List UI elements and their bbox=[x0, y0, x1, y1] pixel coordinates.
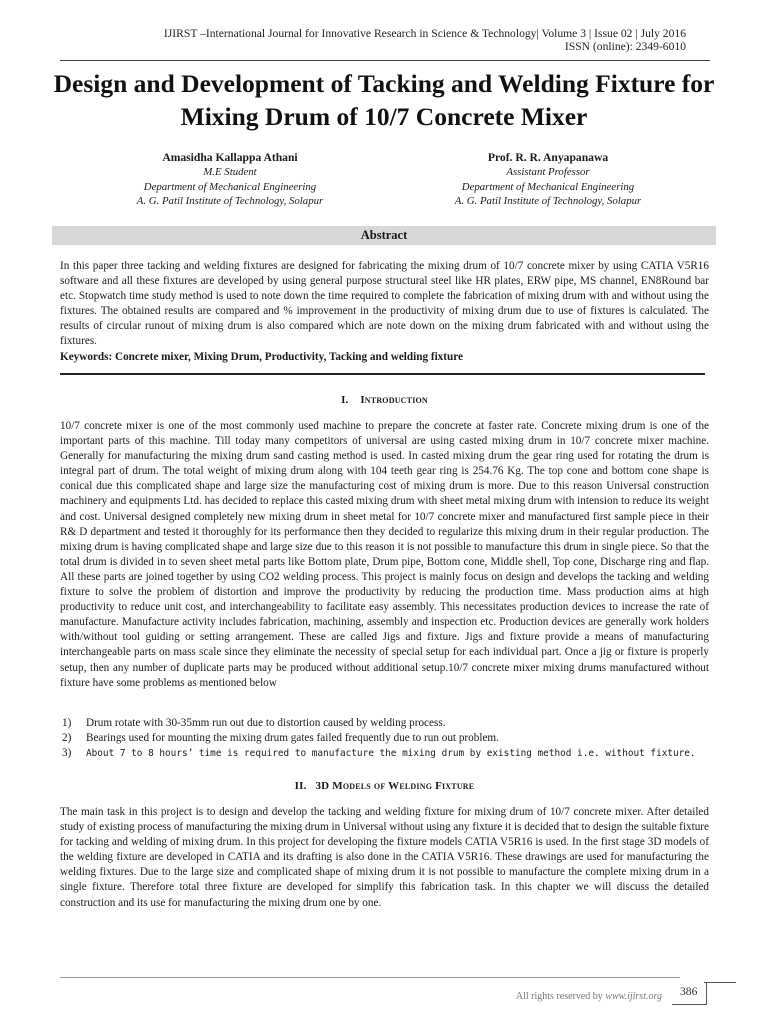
section-number: I. bbox=[341, 394, 349, 406]
author-inst: A. G. Patil Institute of Technology, Solapur bbox=[454, 195, 642, 207]
issn-line: ISSN (online): 2349-6010 bbox=[564, 40, 686, 53]
footer-site-link[interactable]: www.ijirst.org bbox=[605, 991, 662, 1002]
author-dept: Department of Mechanical Engineering bbox=[143, 180, 317, 193]
list-item: 2) Bearings used for mounting the mixing drum gates failed frequently due to run out problem. bbox=[62, 732, 499, 745]
abstract-text: In this paper three tacking and welding fixtures are designed for fabricating the mixing drum of 10/7 concrete mixer by using CATIA V5R16 software and all these fixtures are developed by using general purpose structural steel like HR plates, ERW pipe, MS channel, EN8Round bar etc. Stopwatch time study method is used to note down the time required to complete the fabrication of mixing drum with and without using the fixtures. The obtained results are compared and % improvement in the productivity of mixing drum due to use of fixtures is calculated. The results of circular runout of mixing drum is also compared which are note down on the mixing drum fabricated with and without using the fixtures. bbox=[60, 260, 709, 348]
abstract-heading: Abstract bbox=[52, 226, 716, 245]
author-role: Assistant Professor bbox=[506, 166, 590, 178]
list-item: 1) Drum rotate with 30-35mm run out due to distortion caused by welding process. bbox=[62, 717, 446, 729]
abstract-rule bbox=[60, 373, 705, 375]
abstract-body bbox=[60, 259, 709, 365]
section-title: Introduction bbox=[360, 394, 428, 406]
page-number: 386 bbox=[680, 985, 698, 998]
author-dept: Department of Mechanical Engineering bbox=[461, 180, 635, 193]
paper-title: Design and Development of Tacking and Welding Fixture for Mixing Drum of 10/7 Concrete Mixer bbox=[53, 69, 715, 131]
intro-paragraph: 10/7 concrete mixer is one of the most commonly used machine to prepare the concrete at faster rate. Concrete mixing drum is one of the important parts of this machine. Till today many competitors of universal are using casted mixing drum in 10/7 concrete mixer machine. Generally for manufacturing the mixing drum sand casting method is used. In casted mixing drum the gear ring used for rotating the drum is integral part of drum. The total weight of mixing drum along with 104 teeth gear ring is 254.76 Kg. The top cone and bottom cone shape is conical due this complicated shape and large size the manufacturing cost of mixing drum is more. Due to this reason Universal construction machinery and equipments Ltd. has decided to replace this casted mixing drum with sheet metal mixing drum with intension to reduce its weight and cost. Universal designed completely new mixing drum in sheet metal for 10/7 concrete mixer and manufactured first sample piece in their R& D department and tested it thoroughly for its performance then they decided to regularize this mixing drum in their regular production. The mixing drum is having complicated shape and large size due to this reason it is not possible to manufacture this drum in single piece. So that the total drum is divided in to seven sheet metal parts like Bottom plate, Drum pipe, Bottom cone, Middle shell, Top cone, Discharge ring and flap. All these parts are joined together by using CO2 welding process. This project is mainly focus on design and develops the tacking and welding fixture to solve the problem of distortion and improve the productivity by reducing the production time. Mass production aims at high productivity to reduce unit cost, and interchangeability to facilitate easy assembly. This necessitates production devices to increase the rate of manufacture. Manufacture activity includes fabrication, machining, assembly and inspection etc. Production devices are generally work holders with/without tool guiding or setting arrangement. These are called Jigs and fixture. Jigs and fixture provide a means of manufacturing interchangeable parts on mass scale since they eliminate the necessity of special setup for each individual part. Once a jig or fixture is properly setup, then any number of duplicate parts may be produced without additional setup.10/7 concrete mixer mixing drums manufactured without fixture have some problems as mentioned below bbox=[60, 420, 709, 689]
section-title: 3D Models of Welding Fixture bbox=[315, 780, 475, 792]
footer-rights: All rights reserved by www.ijirst.org bbox=[515, 991, 662, 1002]
author-block-1 bbox=[80, 150, 380, 209]
footer-rule bbox=[60, 977, 680, 978]
keywords: Keywords: Concrete mixer, Mixing Drum, Productivity, Tacking and welding fixture bbox=[60, 350, 463, 363]
list-item: 3) About 7 to 8 hours’ time is required to manufacture the mixing drum by existing method i.e. without fixture. bbox=[62, 747, 696, 760]
author-role: M.E Student bbox=[203, 166, 257, 178]
section-heading-1 bbox=[60, 394, 709, 406]
author-inst: A. G. Patil Institute of Technology, Solapur bbox=[136, 195, 324, 207]
section2-paragraph: The main task in this project is to design and develop the tacking and welding fixture for mixing drum of 10/7 concrete mixer. After detailed study of existing process of manufacturing the mixing drum in Universal without using any fixture it is decided that to design the suitable fixture for tacking and welding of mixing drum. In this project for developing the fixture models CATIA V5R16 is used. In the first stage 3D models of the welding fixture are developed in CATIA and its drafting is also done in the CATIA V5R16. These drawings are used for manufacturing the welding fixtures. Due to the large size and complicated shape of mixing drum it is not possible to manufacture the complete mixing drum in a single fixture. Therefore total three fixture are developed for simplify this fabrication task. In this chapter we will discuss the detailed construction and its use for manufacturing the mixing drum one by one. bbox=[60, 806, 709, 909]
author-name: Amasidha Kallappa Athani bbox=[162, 151, 298, 164]
author-name: Prof. R. R. Anyapanawa bbox=[487, 151, 609, 164]
author-block-2 bbox=[398, 150, 698, 209]
header-rule bbox=[60, 60, 710, 61]
section-number: II. bbox=[294, 780, 307, 792]
problem-list bbox=[60, 716, 709, 761]
section-heading-2 bbox=[60, 780, 709, 792]
journal-line: IJIRST –International Journal for Innovative Research in Science & Technology| Volume 3 | Issue 02 | July 2016 bbox=[163, 27, 686, 40]
journal-header bbox=[164, 27, 686, 53]
page-number-frame-tail bbox=[704, 982, 736, 1005]
